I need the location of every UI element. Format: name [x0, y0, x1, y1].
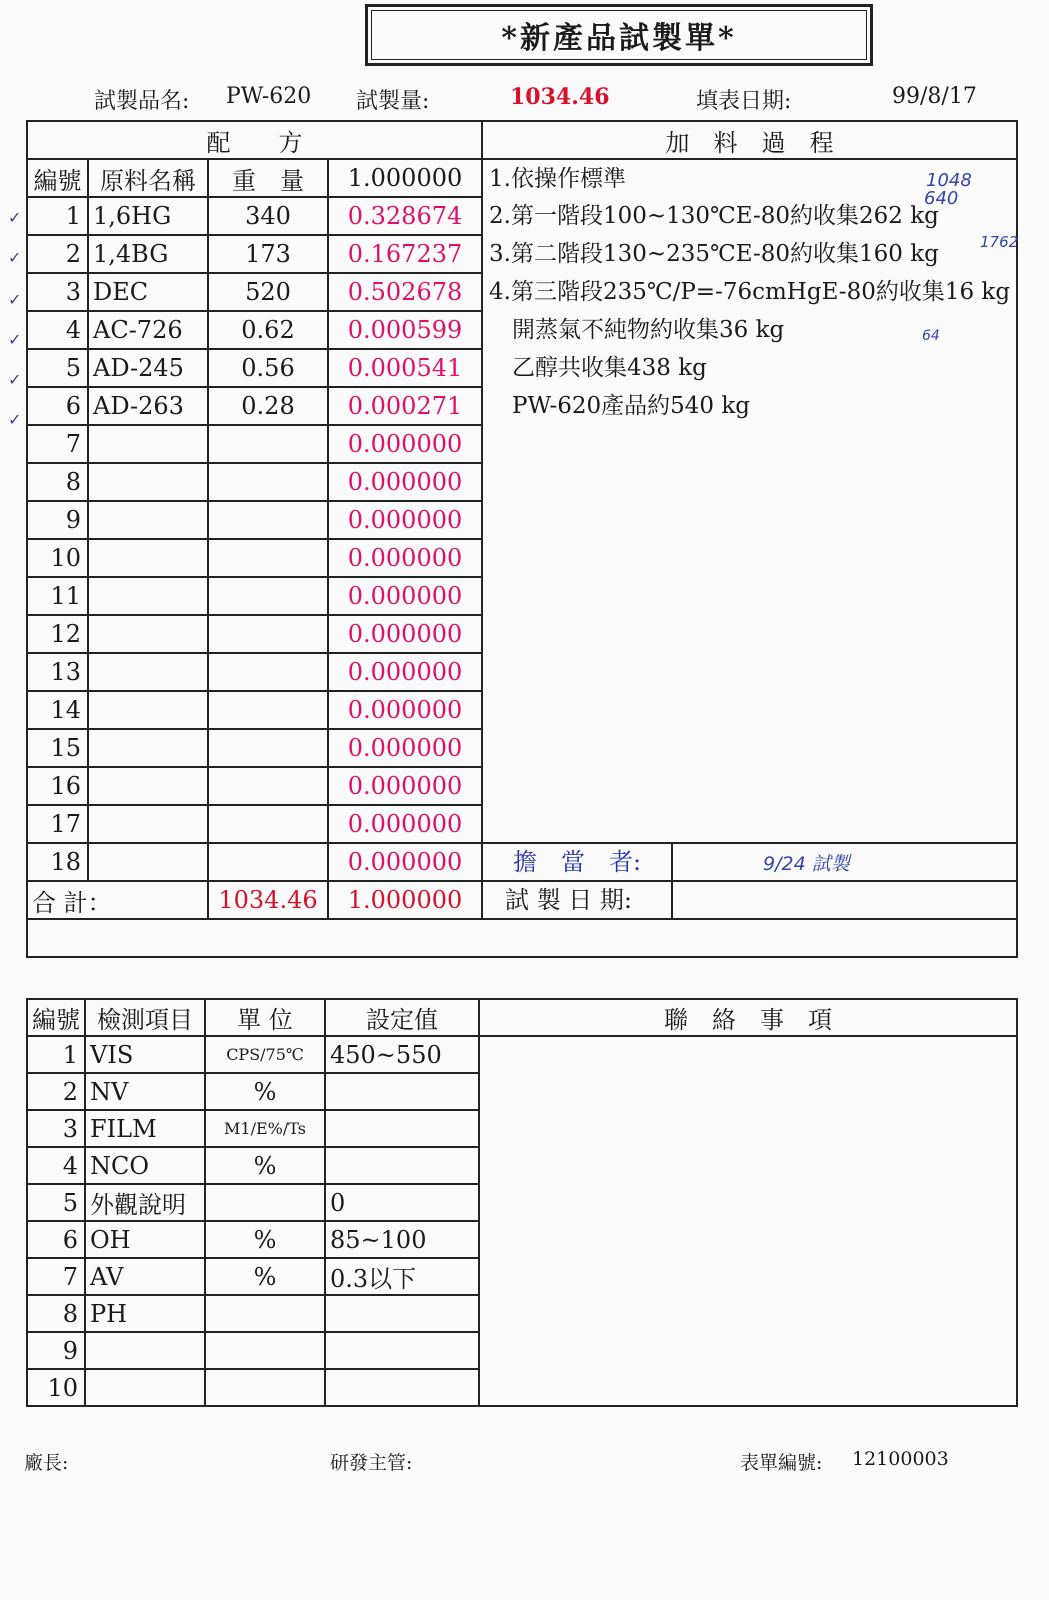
- process-line: 1.依操作標準: [482, 159, 1017, 197]
- formula-row-no: 3: [27, 273, 88, 311]
- formula-row-weight: [208, 691, 328, 729]
- formula-row-ratio: 0.000271: [328, 387, 482, 425]
- process-line: [482, 463, 1017, 501]
- test-row-item: FILM: [85, 1110, 205, 1147]
- formula-row: [27, 387, 1017, 425]
- formula-row: [27, 767, 1017, 805]
- formula-row-no: 12: [27, 615, 88, 653]
- handwritten-note: 1762: [980, 233, 1019, 251]
- formula-row-weight: [208, 843, 328, 881]
- formula-row-material: [88, 729, 208, 767]
- formula-row-material: AC-726: [88, 311, 208, 349]
- formula-row-material: [88, 463, 208, 501]
- formula-row-material: [88, 653, 208, 691]
- formula-row-material: DEC: [88, 273, 208, 311]
- formula-row: [27, 653, 1017, 691]
- formula-row-weight: [208, 767, 328, 805]
- test-row-no: 3: [27, 1110, 85, 1147]
- formula-row-no: 5: [27, 349, 88, 387]
- test-row-setting: 85~100: [325, 1221, 479, 1258]
- form-number-value: 12100003: [852, 1448, 949, 1470]
- test-row-unit: [205, 1332, 325, 1369]
- test-row-setting: [325, 1369, 479, 1406]
- formula-row-no: 4: [27, 311, 88, 349]
- formula-row-no: 7: [27, 425, 88, 463]
- process-line: PW-620產品約540 kg: [482, 387, 1017, 425]
- formula-row-weight: [208, 463, 328, 501]
- formula-row-material: 1,4BG: [88, 235, 208, 273]
- check-mark: ✓: [8, 208, 22, 227]
- owner-cell: [482, 843, 1017, 881]
- check-mark: ✓: [8, 330, 22, 349]
- formula-row-ratio: 0.000000: [328, 577, 482, 615]
- test-row-item: OH: [85, 1221, 205, 1258]
- formula-row: [27, 349, 1017, 387]
- col-no-header: 編號: [27, 159, 88, 197]
- process-line: 乙醇共收集438 kg: [482, 349, 1017, 387]
- total-label: 合 計：: [27, 881, 208, 919]
- check-mark: ✓: [8, 370, 22, 389]
- test-row-unit: %: [205, 1147, 325, 1184]
- formula-row-ratio: 0.000541: [328, 349, 482, 387]
- process-line: [482, 805, 1017, 843]
- form-title-box: [365, 4, 873, 66]
- formula-row-material: [88, 767, 208, 805]
- test-row-no: 4: [27, 1147, 85, 1184]
- test-col-item-header: 檢測項目: [85, 999, 205, 1036]
- formula-row-ratio: 0.000000: [328, 843, 482, 881]
- test-row-unit: %: [205, 1221, 325, 1258]
- test-col-unit-header: 單 位: [205, 999, 325, 1036]
- formula-row-weight: 0.56: [208, 349, 328, 387]
- formula-row-ratio: 0.502678: [328, 273, 482, 311]
- process-section-title: 加 料 過 程: [482, 121, 1017, 159]
- total-ratio: 1.000000: [328, 881, 482, 919]
- form-title: *新產品試製單*: [501, 21, 737, 56]
- formula-row-ratio: 0.000000: [328, 463, 482, 501]
- formula-row-ratio: 0.000000: [328, 691, 482, 729]
- test-col-no-header: 編號: [27, 999, 85, 1036]
- formula-row-no: 11: [27, 577, 88, 615]
- test-row-no: 7: [27, 1258, 85, 1295]
- test-row-unit: CPS/75℃: [205, 1036, 325, 1073]
- formula-row-no: 18: [27, 843, 88, 881]
- contact-notes-area: [479, 1036, 1017, 1406]
- test-row-setting: [325, 1073, 479, 1110]
- test-row-item: AV: [85, 1258, 205, 1295]
- formula-row-material: [88, 501, 208, 539]
- formula-row-no: 13: [27, 653, 88, 691]
- formula-row-ratio: 0.167237: [328, 235, 482, 273]
- handwritten-note: 640: [924, 188, 959, 209]
- total-weight: 1034.46: [208, 881, 328, 919]
- formula-row-weight: [208, 539, 328, 577]
- test-row-setting: [325, 1147, 479, 1184]
- test-row-unit: %: [205, 1073, 325, 1110]
- test-row-setting: [325, 1295, 479, 1332]
- test-row-setting: 0: [325, 1184, 479, 1221]
- process-line: 2.第一階段100~130℃E-80約收集262 kg: [482, 197, 1017, 235]
- test-row-item: PH: [85, 1295, 205, 1332]
- formula-row-weight: [208, 577, 328, 615]
- factory-manager-label: 廠長:: [24, 1452, 69, 1474]
- formula-row-material: [88, 539, 208, 577]
- col-weight-header: 重 量: [208, 159, 328, 197]
- spacer-row: [27, 919, 1017, 957]
- test-row-item: [85, 1369, 205, 1406]
- formula-row-weight: [208, 501, 328, 539]
- formula-total-row: [27, 881, 1017, 919]
- trial-date-label: 試 製 日 期:: [483, 882, 673, 918]
- col-name-header: 原料名稱: [88, 159, 208, 197]
- handwritten-note: 1048: [926, 170, 972, 191]
- formula-row-weight: [208, 615, 328, 653]
- formula-row-weight: 173: [208, 235, 328, 273]
- process-line: [482, 501, 1017, 539]
- test-row-setting: [325, 1332, 479, 1369]
- handwritten-note: 64: [922, 328, 940, 344]
- formula-row-material: [88, 691, 208, 729]
- formula-row-weight: 520: [208, 273, 328, 311]
- formula-row: [27, 197, 1017, 235]
- formula-row: [27, 311, 1017, 349]
- process-line: 3.第二階段130~235℃E-80約收集160 kg: [482, 235, 1017, 273]
- process-line: [482, 767, 1017, 805]
- formula-row-material: AD-245: [88, 349, 208, 387]
- formula-row-no: 14: [27, 691, 88, 729]
- formula-row-ratio: 0.000000: [328, 767, 482, 805]
- formula-row-weight: [208, 425, 328, 463]
- fill-date-value: 99/8/17: [892, 84, 977, 109]
- formula-row-weight: 0.28: [208, 387, 328, 425]
- formula-row-no: 17: [27, 805, 88, 843]
- formula-row: [27, 463, 1017, 501]
- owner-label: 擔 當 者:: [483, 844, 673, 880]
- test-col-setting-header: 設定值: [325, 999, 479, 1036]
- formula-table: [26, 120, 1018, 958]
- test-row-item: 外觀說明: [85, 1184, 205, 1221]
- test-row-unit: M1/E%/Ts: [205, 1110, 325, 1147]
- formula-row-ratio: 0.000000: [328, 653, 482, 691]
- form-number-label: 表單編號:: [740, 1452, 823, 1474]
- test-row-no: 1: [27, 1036, 85, 1073]
- check-mark: ✓: [8, 290, 22, 309]
- formula-row-material: [88, 805, 208, 843]
- test-row-setting: 0.3以下: [325, 1258, 479, 1295]
- test-row-unit: [205, 1184, 325, 1221]
- test-row-no: 5: [27, 1184, 85, 1221]
- process-line: [482, 729, 1017, 767]
- test-row-item: NCO: [85, 1147, 205, 1184]
- formula-row-material: AD-263: [88, 387, 208, 425]
- formula-row-no: 1: [27, 197, 88, 235]
- formula-row-no: 15: [27, 729, 88, 767]
- formula-row: [27, 729, 1017, 767]
- test-row-setting: 450~550: [325, 1036, 479, 1073]
- trial-date-cell: [482, 881, 1017, 919]
- test-row: [27, 1036, 1017, 1073]
- formula-row: [27, 843, 1017, 881]
- process-line: [482, 425, 1017, 463]
- trial-qty-value: 1034.46: [510, 84, 610, 110]
- test-row-no: 2: [27, 1073, 85, 1110]
- rd-manager-label: 研發主管:: [330, 1452, 413, 1474]
- product-name-label: 試製品名:: [94, 89, 190, 114]
- formula-row: [27, 425, 1017, 463]
- test-row-no: 8: [27, 1295, 85, 1332]
- formula-row-weight: [208, 653, 328, 691]
- process-line: 4.第三階段235℃/P=-76cmHgE-80約收集16 kg: [482, 273, 1017, 311]
- check-mark: ✓: [8, 248, 22, 267]
- formula-row-no: 8: [27, 463, 88, 501]
- owner-signature: 9/24 試製: [763, 852, 850, 875]
- test-row-setting: [325, 1110, 479, 1147]
- formula-row-weight: [208, 805, 328, 843]
- formula-row-ratio: 0.000000: [328, 615, 482, 653]
- formula-row: [27, 501, 1017, 539]
- formula-row-material: 1,6HG: [88, 197, 208, 235]
- test-row-unit: [205, 1369, 325, 1406]
- test-row-no: 10: [27, 1369, 85, 1406]
- product-name-value: PW-620: [226, 84, 312, 109]
- formula-row-material: [88, 615, 208, 653]
- formula-row-ratio: 0.000000: [328, 729, 482, 767]
- formula-row-material: [88, 577, 208, 615]
- formula-row: [27, 235, 1017, 273]
- trial-qty-label: 試製量:: [356, 89, 430, 114]
- process-line: [482, 653, 1017, 691]
- formula-row-weight: 340: [208, 197, 328, 235]
- col-ratio-header: 1.000000: [328, 159, 482, 197]
- formula-row-weight: 0.62: [208, 311, 328, 349]
- process-line: [482, 539, 1017, 577]
- test-row-item: NV: [85, 1073, 205, 1110]
- process-line: [482, 615, 1017, 653]
- test-row-unit: %: [205, 1258, 325, 1295]
- formula-row: [27, 577, 1017, 615]
- formula-section-title: 配 方: [27, 121, 482, 159]
- process-line: [482, 577, 1017, 615]
- formula-row-ratio: 0.000000: [328, 539, 482, 577]
- test-row-no: 9: [27, 1332, 85, 1369]
- test-row-item: [85, 1332, 205, 1369]
- formula-row-ratio: 0.000599: [328, 311, 482, 349]
- formula-row-no: 10: [27, 539, 88, 577]
- tests-table: [26, 998, 1018, 1407]
- test-row-item: VIS: [85, 1036, 205, 1073]
- formula-row-ratio: 0.328674: [328, 197, 482, 235]
- test-row-unit: [205, 1295, 325, 1332]
- formula-row-ratio: 0.000000: [328, 805, 482, 843]
- formula-row: [27, 805, 1017, 843]
- formula-row-weight: [208, 729, 328, 767]
- formula-row-ratio: 0.000000: [328, 425, 482, 463]
- formula-row: [27, 691, 1017, 729]
- formula-row: [27, 539, 1017, 577]
- formula-row-material: [88, 843, 208, 881]
- fill-date-label: 填表日期:: [696, 89, 792, 114]
- formula-row-no: 6: [27, 387, 88, 425]
- formula-row: [27, 615, 1017, 653]
- formula-row-no: 9: [27, 501, 88, 539]
- formula-row-no: 2: [27, 235, 88, 273]
- formula-row-no: 16: [27, 767, 88, 805]
- process-line: 開蒸氣不純物約收集36 kg: [482, 311, 1017, 349]
- contact-notes-header: 聯 絡 事 項: [479, 999, 1017, 1036]
- formula-row-material: [88, 425, 208, 463]
- process-line: [482, 691, 1017, 729]
- test-row-no: 6: [27, 1221, 85, 1258]
- formula-row-ratio: 0.000000: [328, 501, 482, 539]
- spacer-cell: [27, 919, 1017, 957]
- formula-row: [27, 273, 1017, 311]
- check-mark: ✓: [8, 410, 22, 429]
